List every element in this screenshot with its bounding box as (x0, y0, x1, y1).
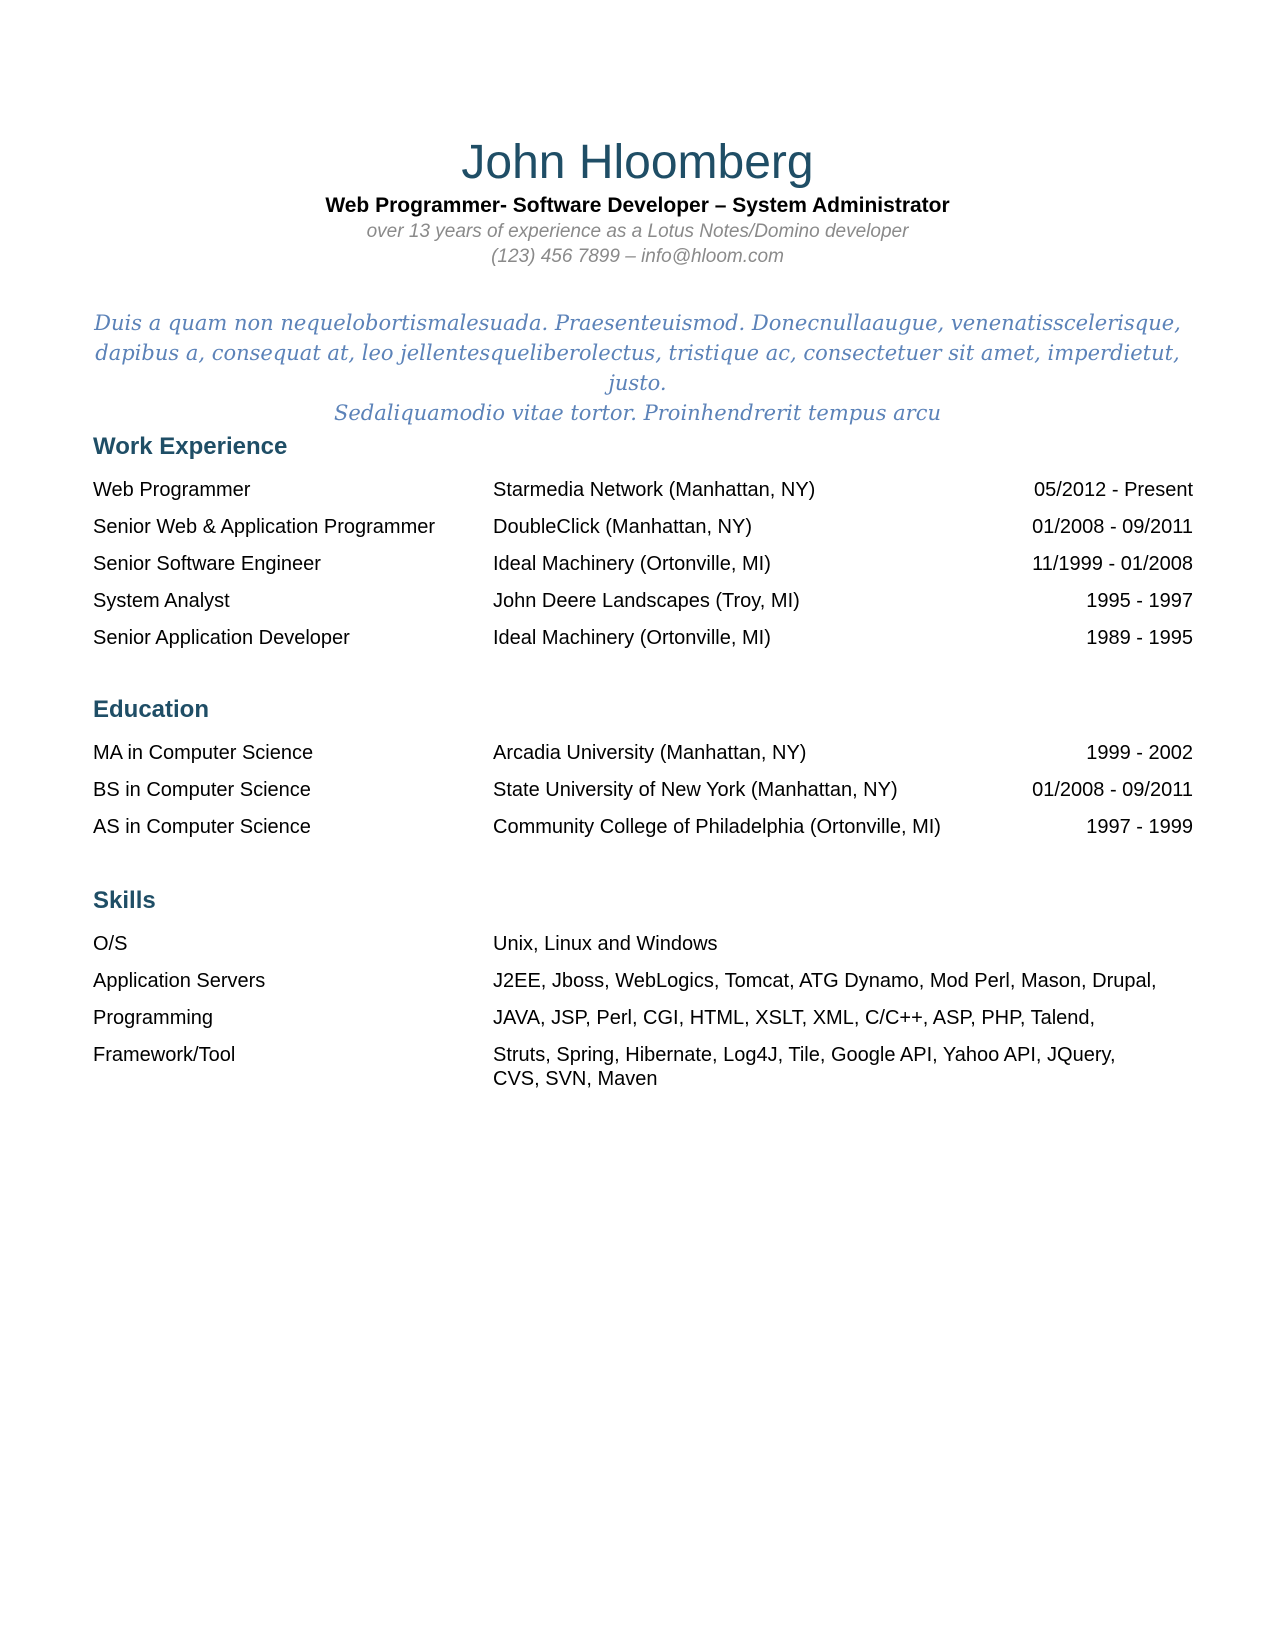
work-row (93, 515, 1193, 552)
skill-items: JAVA, JSP, Perl, CGI, HTML, XSLT, XML, C/C++, ASP, PHP, Talend, (493, 1007, 1096, 1029)
education-section (93, 695, 1193, 852)
employer: Starmedia Network (Manhattan, NY) (493, 479, 816, 501)
education-row (93, 815, 1193, 852)
job-title: System Analyst (93, 590, 230, 612)
employer: Ideal Machinery (Ortonville, MI) (493, 553, 771, 575)
school: Community College of Philadelphia (Ortonville, MI) (493, 816, 941, 838)
summary-paragraph (90, 308, 1185, 428)
section-title-work: Work Experience (93, 433, 288, 460)
work-row (93, 589, 1193, 626)
education-row (93, 778, 1193, 815)
skill-row (93, 1043, 1193, 1103)
work-row (93, 478, 1193, 515)
skill-category: O/S (93, 933, 128, 955)
job-title: Senior Web & Application Programmer (93, 516, 436, 538)
job-dates: 1995 - 1997 (1086, 590, 1193, 612)
resume-header (0, 135, 1275, 269)
skill-row (93, 969, 1193, 1006)
work-experience-section (93, 432, 1193, 663)
job-title: Senior Application Developer (93, 627, 350, 649)
job-dates: 01/2008 - 09/2011 (1032, 516, 1193, 538)
skill-items-line: CVS, SVN, Maven (493, 1068, 658, 1090)
candidate-name: John Hloomberg (461, 136, 814, 189)
employer: Ideal Machinery (Ortonville, MI) (493, 627, 771, 649)
education-dates: 1999 - 2002 (1086, 742, 1193, 764)
work-row (93, 626, 1193, 663)
skill-category: Framework/Tool (93, 1044, 236, 1066)
skill-items-line: Struts, Spring, Hibernate, Log4J, Tile, Google API, Yahoo API, JQuery, (493, 1044, 1116, 1066)
skills-section (93, 886, 1193, 1103)
job-dates: 1989 - 1995 (1086, 627, 1193, 649)
education-dates: 01/2008 - 09/2011 (1032, 779, 1193, 801)
job-title: Senior Software Engineer (93, 553, 321, 575)
degree: BS in Computer Science (93, 779, 311, 801)
job-title: Web Programmer (93, 479, 251, 501)
education-row (93, 741, 1193, 778)
job-dates: 05/2012 - Present (1034, 479, 1193, 501)
candidate-headline: Web Programmer- Software Developer – System Administrator (325, 194, 950, 217)
summary-line: Duis a quam non nequelobortismalesuada. Praesenteuismod. Donecnullaaugue, venenatisscelerisque, (94, 311, 1181, 335)
section-title-education: Education (93, 696, 210, 723)
skill-category: Application Servers (93, 970, 266, 992)
experience-tagline: over 13 years of experience as a Lotus Notes/Domino developer (366, 221, 909, 242)
skill-category: Programming (93, 1007, 214, 1029)
summary-line: Sedaliquamodio vitae tortor. Proinhendrerit tempus arcu (333, 401, 941, 425)
contact-info: (123) 456 7899 – info@hloom.com (491, 246, 784, 267)
employer: DoubleClick (Manhattan, NY) (493, 516, 752, 538)
skill-row (93, 1006, 1193, 1043)
summary-line: dapibus a, consequat at, leo jellentesqueliberolectus, tristique ac, consectetuer sit amet, imperdietut, justo. (95, 341, 1180, 395)
work-row (93, 552, 1193, 589)
education-dates: 1997 - 1999 (1086, 816, 1193, 838)
degree: MA in Computer Science (93, 742, 314, 764)
employer: John Deere Landscapes (Troy, MI) (493, 590, 800, 612)
skill-row (93, 932, 1193, 969)
school: State University of New York (Manhattan, NY) (493, 779, 898, 801)
skill-items (493, 1043, 1183, 1091)
skill-items: J2EE, Jboss, WebLogics, Tomcat, ATG Dynamo, Mod Perl, Mason, Drupal, (493, 970, 1157, 992)
degree: AS in Computer Science (93, 816, 311, 838)
school: Arcadia University (Manhattan, NY) (493, 742, 807, 764)
section-title-skills: Skills (93, 887, 156, 914)
job-dates: 11/1999 - 01/2008 (1032, 553, 1193, 575)
skill-items: Unix, Linux and Windows (493, 933, 718, 955)
